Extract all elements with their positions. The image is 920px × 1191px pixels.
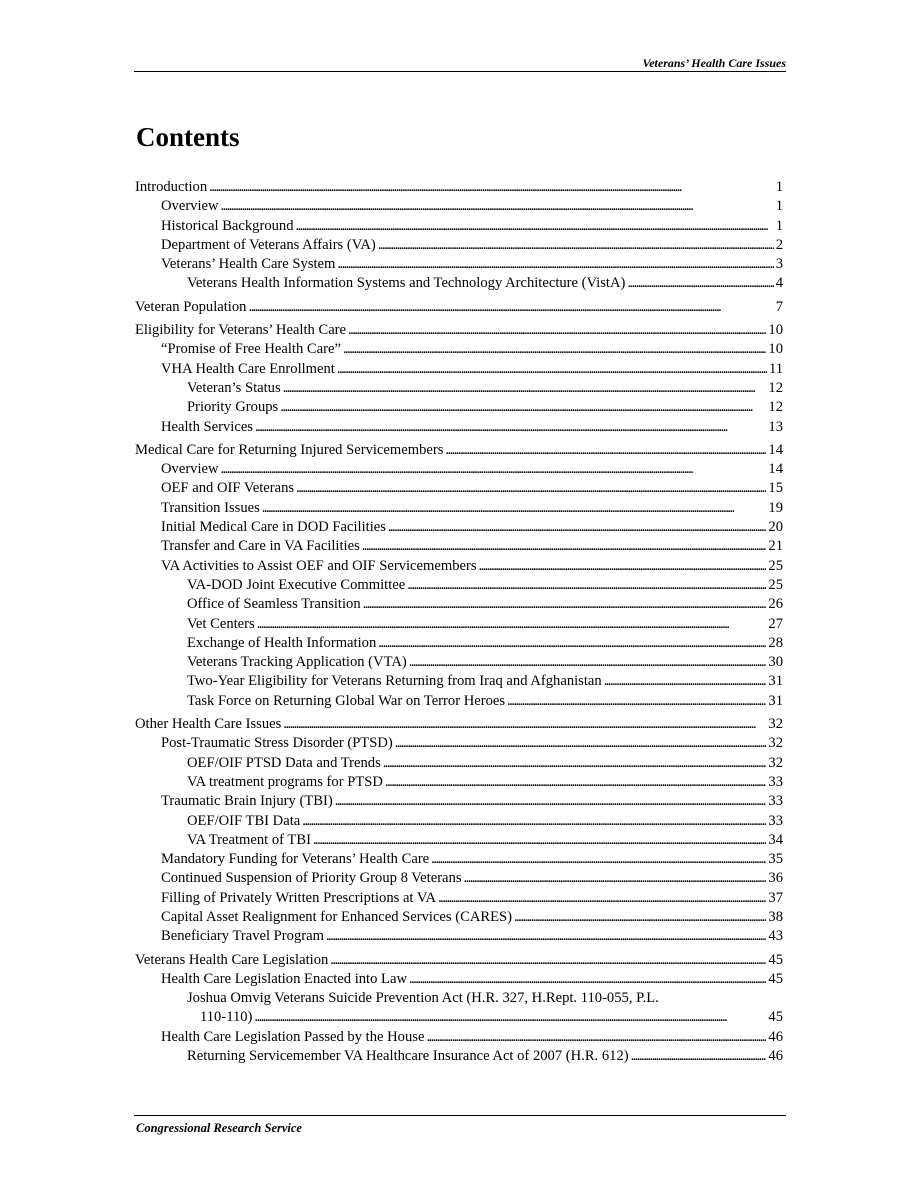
toc-entry-page: 14 xyxy=(768,441,783,458)
toc-entry-page: 11 xyxy=(768,360,783,377)
dot-leader xyxy=(407,576,766,595)
toc-entry-title: OEF and OIF Veterans xyxy=(161,480,295,497)
toc-entry[interactable] xyxy=(135,792,783,811)
toc-entry-page: 10 xyxy=(768,322,783,339)
toc-entry-title: Transition Issues xyxy=(161,499,260,516)
dot-leader xyxy=(479,557,767,576)
toc-entry[interactable] xyxy=(135,908,783,927)
toc-entry[interactable] xyxy=(135,255,783,274)
toc-entry-page: 36 xyxy=(768,870,783,887)
dot-leader xyxy=(348,321,766,340)
toc-entry-title: Post-Traumatic Stress Disorder (PTSD) xyxy=(161,735,393,752)
dot-leader xyxy=(464,869,767,888)
dot-leader xyxy=(257,615,767,634)
dot-leader xyxy=(388,518,766,537)
toc-entry[interactable] xyxy=(135,692,783,711)
toc-entry-page: 7 xyxy=(775,298,783,315)
dot-leader xyxy=(296,217,774,236)
dot-leader xyxy=(335,792,767,811)
running-footer: Congressional Research Service xyxy=(136,1121,302,1135)
dot-leader xyxy=(409,970,766,989)
dot-leader xyxy=(255,418,766,437)
toc-entry-page: 14 xyxy=(768,461,783,478)
dot-leader xyxy=(209,178,774,197)
dot-leader xyxy=(262,499,767,518)
toc-entry-page: 25 xyxy=(768,576,783,593)
dot-leader xyxy=(514,908,766,927)
toc-entry[interactable] xyxy=(135,298,783,317)
toc-entry-page: 4 xyxy=(775,275,783,292)
toc-entry[interactable] xyxy=(135,989,783,1028)
toc-entry-page: 3 xyxy=(775,256,783,273)
toc-entry[interactable] xyxy=(135,557,783,576)
toc-entry-title: Veterans Health Care Legislation xyxy=(135,951,329,968)
toc-entry-title: Overview xyxy=(161,461,219,478)
toc-entry[interactable] xyxy=(135,754,783,773)
dot-leader xyxy=(313,831,766,850)
toc-entry-title: Health Services xyxy=(161,418,253,435)
toc-entry-page: 43 xyxy=(768,928,783,945)
running-header: Veterans’ Health Care Issues xyxy=(642,56,786,70)
toc-entry-page: 1 xyxy=(775,179,783,195)
toc-entry[interactable] xyxy=(135,889,783,908)
dot-leader xyxy=(280,398,766,417)
toc-entry[interactable] xyxy=(135,217,783,236)
toc-entry[interactable] xyxy=(135,970,783,989)
toc-entry-title: Traumatic Brain Injury (TBI) xyxy=(161,793,333,810)
toc-entry-title: Capital Asset Realignment for Enhanced Services (CARES) xyxy=(161,908,512,925)
toc-entry-title: Initial Medical Care in DOD Facilities xyxy=(161,519,386,536)
toc-entry-page: 45 xyxy=(768,970,783,987)
toc-entry-page: 31 xyxy=(768,692,783,709)
dot-leader xyxy=(330,951,766,970)
toc-entry-page: 35 xyxy=(768,851,783,868)
toc-entry-title: Beneficiary Travel Program xyxy=(161,928,324,945)
dot-leader xyxy=(302,812,766,831)
toc-entry-title: “Promise of Free Health Care” xyxy=(161,341,341,358)
toc-entry[interactable] xyxy=(135,869,783,888)
toc-entry-page: 33 xyxy=(768,793,783,810)
toc-entry-title: Joshua Omvig Veterans Suicide Prevention Act (H.R. 327, H.Rept. 110-055, P.L. xyxy=(187,990,659,1007)
dot-leader xyxy=(221,197,774,216)
toc-entry[interactable] xyxy=(135,1047,783,1066)
toc-entry-title: Continued Suspension of Priority Group 8 Veterans xyxy=(161,870,462,887)
toc-entry-page: 10 xyxy=(768,341,783,358)
toc-entry[interactable] xyxy=(135,236,783,255)
toc-entry-page: 1 xyxy=(775,217,783,234)
toc-entry-title: VHA Health Care Enrollment xyxy=(161,360,335,377)
toc-entry-page: 12 xyxy=(768,399,783,416)
toc-entry-page: 32 xyxy=(768,735,783,752)
toc-entry-page: 25 xyxy=(768,557,783,574)
toc-entry[interactable] xyxy=(135,773,783,792)
toc-entry-title: OEF/OIF TBI Data xyxy=(187,812,301,829)
toc-entry-title: Overview xyxy=(161,198,219,215)
header-rule xyxy=(134,71,786,72)
toc-entry[interactable] xyxy=(135,479,783,498)
toc-entry-title: VA-DOD Joint Executive Committee xyxy=(187,576,406,593)
toc-entry[interactable] xyxy=(135,715,783,734)
dot-leader xyxy=(378,634,766,653)
toc-entry[interactable] xyxy=(135,927,783,946)
dot-leader xyxy=(326,927,766,946)
toc-entry-title: Veterans Health Information Systems and Technology Architecture (VistA) xyxy=(187,275,626,292)
toc-entry-page: 38 xyxy=(768,908,783,925)
toc-entry-title: Introduction xyxy=(135,179,208,195)
toc-entry-page: 33 xyxy=(768,773,783,790)
toc-entry-title: Mandatory Funding for Veterans’ Health Care xyxy=(161,851,430,868)
toc-entry[interactable] xyxy=(135,418,783,437)
toc-entry[interactable] xyxy=(135,499,783,518)
toc-entry-page: 15 xyxy=(768,480,783,497)
toc-entry-title: Health Care Legislation Enacted into Law xyxy=(161,970,407,987)
toc-entry-title: VA Treatment of TBI xyxy=(187,831,311,848)
toc-entry[interactable] xyxy=(135,831,783,850)
table-of-contents xyxy=(135,178,783,1066)
dot-leader xyxy=(296,479,766,498)
toc-entry[interactable] xyxy=(135,441,783,460)
toc-entry-page: 46 xyxy=(768,1048,783,1065)
dot-leader xyxy=(631,1047,767,1066)
toc-entry-page: 26 xyxy=(768,596,783,613)
toc-entry[interactable] xyxy=(135,321,783,340)
toc-entry-title: Veterans Tracking Application (VTA) xyxy=(187,654,407,671)
toc-entry-page: 1 xyxy=(775,198,783,215)
dot-leader xyxy=(378,236,774,255)
toc-entry-page: 32 xyxy=(768,754,783,771)
toc-entry-title: Department of Veterans Affairs (VA) xyxy=(161,236,376,253)
toc-entry[interactable] xyxy=(135,812,783,831)
dot-leader xyxy=(337,255,773,274)
toc-entry-page: 13 xyxy=(768,418,783,435)
toc-entry-title: Medical Care for Returning Injured Servicemembers xyxy=(135,441,444,458)
dot-leader xyxy=(337,360,767,379)
toc-entry-page: 31 xyxy=(768,673,783,690)
toc-entry[interactable] xyxy=(135,734,783,753)
dot-leader xyxy=(363,595,767,614)
toc-entry[interactable] xyxy=(135,178,783,197)
toc-entry[interactable] xyxy=(135,615,783,634)
footer-rule xyxy=(134,1115,786,1116)
toc-entry-title: Returning Servicemember VA Healthcare Insurance Act of 2007 (H.R. 612) xyxy=(187,1048,629,1065)
toc-entry-page: 45 xyxy=(768,1009,783,1026)
toc-entry-page: 37 xyxy=(768,889,783,906)
dot-leader xyxy=(627,274,773,293)
toc-entry[interactable] xyxy=(135,951,783,970)
toc-entry-page: 32 xyxy=(768,716,783,733)
toc-entry[interactable] xyxy=(135,398,783,417)
toc-entry-page: 2 xyxy=(775,236,783,253)
toc-entry-page: 46 xyxy=(768,1028,783,1045)
toc-entry[interactable] xyxy=(135,537,783,556)
dot-leader xyxy=(395,734,767,753)
toc-entry-page: 20 xyxy=(768,519,783,536)
dot-leader xyxy=(283,715,766,734)
toc-entry-title: Exchange of Health Information xyxy=(187,634,377,651)
toc-entry[interactable] xyxy=(135,576,783,595)
dot-leader xyxy=(362,537,767,556)
toc-entry-page: 34 xyxy=(768,831,783,848)
toc-entry-page: 21 xyxy=(768,538,783,555)
dot-leader xyxy=(507,692,766,711)
toc-entry-title: Other Health Care Issues xyxy=(135,716,282,733)
toc-entry-title: Veterans’ Health Care System xyxy=(161,256,336,273)
toc-entry[interactable] xyxy=(135,274,783,293)
toc-entry[interactable] xyxy=(135,360,783,379)
toc-entry-title: Eligibility for Veterans’ Health Care xyxy=(135,322,347,339)
dot-leader xyxy=(248,298,773,317)
toc-entry[interactable] xyxy=(135,379,783,398)
toc-entry-title: Task Force on Returning Global War on Terror Heroes xyxy=(187,692,506,709)
toc-entry[interactable] xyxy=(135,595,783,614)
dot-leader xyxy=(254,1008,766,1027)
dot-leader xyxy=(383,754,767,773)
toc-entry-page: 28 xyxy=(768,634,783,651)
dot-leader xyxy=(385,773,766,792)
toc-entry-title: VA treatment programs for PTSD xyxy=(187,773,383,790)
toc-entry-title-continued: 110-110) xyxy=(200,1009,253,1026)
toc-entry-title: Priority Groups xyxy=(187,399,279,416)
toc-entry-page: 45 xyxy=(768,951,783,968)
toc-entry-title: Veteran’s Status xyxy=(187,379,281,396)
toc-entry-title: Filling of Privately Written Prescriptions at VA xyxy=(161,889,437,906)
toc-entry[interactable] xyxy=(135,850,783,869)
toc-entry-title: Office of Seamless Transition xyxy=(187,596,361,613)
toc-entry-title: Historical Background xyxy=(161,217,294,234)
dot-leader xyxy=(431,850,766,869)
dot-leader xyxy=(438,889,766,908)
toc-entry[interactable] xyxy=(135,197,783,216)
toc-entry-page: 12 xyxy=(768,379,783,396)
page-title: Contents xyxy=(136,122,240,152)
dot-leader xyxy=(343,340,766,359)
toc-entry[interactable] xyxy=(135,672,783,691)
toc-entry-page: 27 xyxy=(768,615,783,632)
toc-entry[interactable] xyxy=(135,340,783,359)
toc-entry[interactable] xyxy=(135,634,783,653)
toc-entry-title: Health Care Legislation Passed by the House xyxy=(161,1028,425,1045)
toc-entry-title: Transfer and Care in VA Facilities xyxy=(161,538,360,555)
dot-leader xyxy=(221,460,767,479)
toc-entry[interactable] xyxy=(135,653,783,672)
dot-leader xyxy=(283,379,767,398)
toc-entry-title: Two-Year Eligibility for Veterans Returning from Iraq and Afghanistan xyxy=(187,673,602,690)
dot-leader xyxy=(426,1028,766,1047)
toc-entry-page: 19 xyxy=(768,499,783,516)
toc-entry[interactable] xyxy=(135,460,783,479)
toc-entry[interactable] xyxy=(135,1028,783,1047)
toc-entry-page: 30 xyxy=(768,654,783,671)
toc-entry[interactable] xyxy=(135,518,783,537)
dot-leader xyxy=(445,441,766,460)
toc-entry-title: OEF/OIF PTSD Data and Trends xyxy=(187,754,381,771)
dot-leader xyxy=(604,672,767,691)
toc-entry-title: Veteran Population xyxy=(135,298,247,315)
toc-entry-page: 33 xyxy=(768,812,783,829)
dot-leader xyxy=(409,653,767,672)
toc-entry-title: VA Activities to Assist OEF and OIF Servicemembers xyxy=(161,557,477,574)
toc-entry-title: Vet Centers xyxy=(187,615,255,632)
